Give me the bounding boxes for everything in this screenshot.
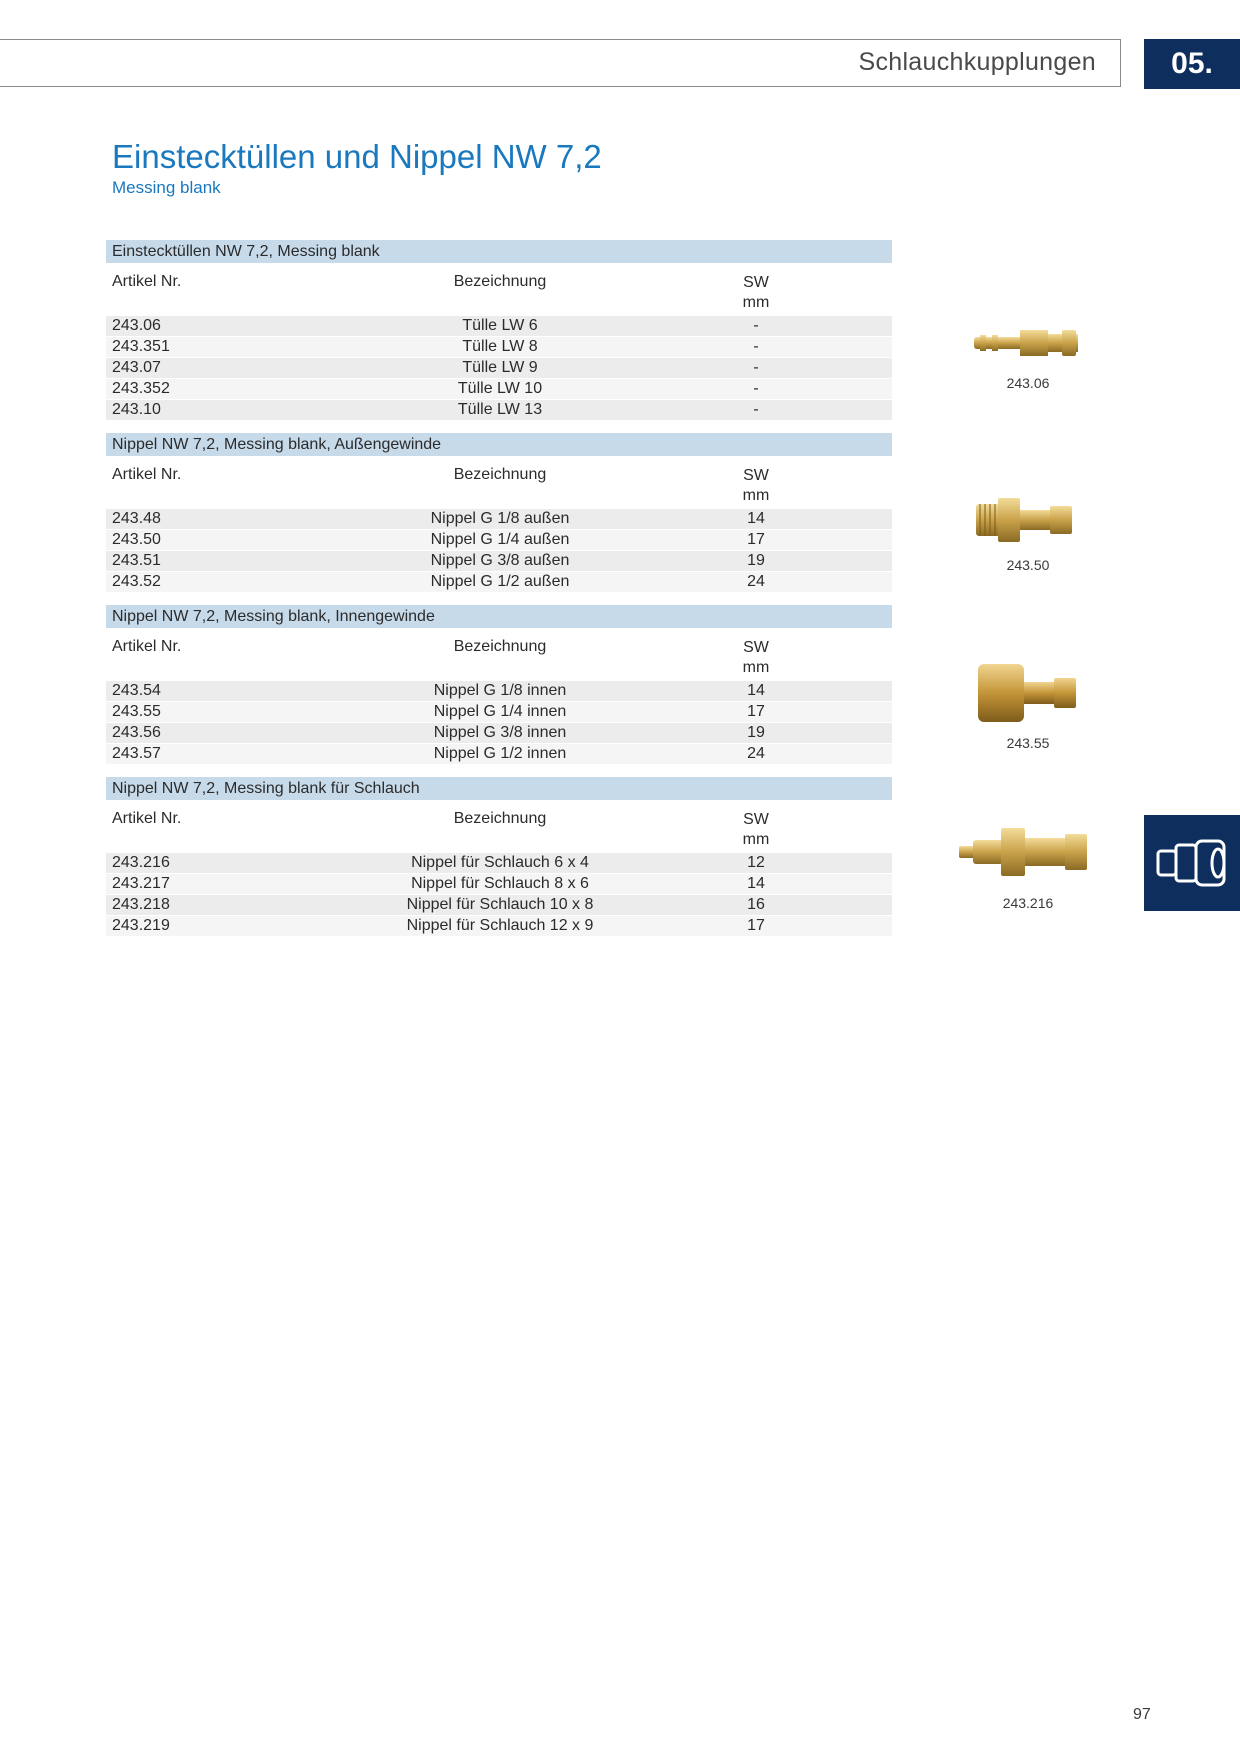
hose-nipple-icon	[953, 818, 1103, 888]
artikel-nr: 243.07	[112, 359, 161, 376]
table-row	[106, 509, 892, 530]
sw-value: 19	[747, 724, 765, 741]
section-schlauch	[106, 777, 892, 937]
col-artikel: Artikel Nr.	[112, 466, 182, 483]
col-bezeichnung: Bezeichnung	[453, 810, 547, 827]
artikel-nr: 243.56	[112, 724, 161, 741]
artikel-nr: 243.10	[112, 401, 161, 418]
table-row	[106, 723, 892, 744]
table-row	[106, 530, 892, 551]
header-bar	[0, 39, 1121, 87]
col-artikel: Artikel Nr.	[112, 810, 182, 827]
sw-value: 17	[747, 531, 765, 548]
table-row	[106, 551, 892, 572]
bezeichnung: Nippel für Schlauch 8 x 6	[411, 875, 589, 892]
bezeichnung: Tülle LW 10	[457, 380, 543, 397]
col-sw	[706, 466, 806, 506]
bezeichnung: Nippel G 1/4 innen	[433, 703, 567, 720]
sw-value: 19	[747, 552, 765, 569]
section-einstecktuellen	[106, 240, 892, 421]
product-caption: 243.216	[1002, 895, 1054, 911]
col-sw-label: SW	[743, 467, 769, 484]
artikel-nr: 243.54	[112, 682, 161, 699]
page-subtitle: Messing blank	[112, 178, 221, 197]
col-sw-unit: mm	[742, 487, 770, 504]
bezeichnung: Tülle LW 8	[462, 338, 538, 355]
chapter-title: Schlauchkupplungen	[858, 48, 1096, 76]
bezeichnung: Nippel G 1/8 außen	[430, 510, 570, 527]
male-thread-nipple-icon	[958, 490, 1098, 550]
section-aussengewinde	[106, 433, 892, 593]
bezeichnung: Tülle LW 6	[462, 317, 538, 334]
page-number: 97	[1133, 1706, 1151, 1723]
chapter-number-badge: 05.	[1144, 39, 1240, 89]
col-sw	[706, 810, 806, 850]
artikel-nr: 243.218	[112, 896, 170, 913]
artikel-nr: 243.57	[112, 745, 161, 762]
sw-value: -	[753, 380, 759, 397]
col-sw-unit: mm	[742, 659, 770, 676]
bezeichnung: Nippel G 1/8 innen	[433, 682, 567, 699]
table-row	[106, 895, 892, 916]
table-row	[106, 358, 892, 379]
section-header: Nippel NW 7,2, Messing blank für Schlauch	[106, 777, 892, 800]
coupling-icon	[1152, 833, 1232, 893]
col-artikel: Artikel Nr.	[112, 273, 182, 290]
category-tab	[1144, 815, 1240, 911]
section-innengewinde	[106, 605, 892, 765]
table-row	[106, 337, 892, 358]
sw-value: -	[753, 359, 759, 376]
sw-value: 24	[747, 573, 765, 590]
artikel-nr: 243.50	[112, 531, 161, 548]
sw-value: -	[753, 401, 759, 418]
artikel-nr: 243.352	[112, 380, 170, 397]
column-headers	[106, 456, 892, 509]
bezeichnung: Tülle LW 13	[457, 401, 543, 418]
artikel-nr: 243.217	[112, 875, 170, 892]
bezeichnung: Nippel für Schlauch 12 x 9	[406, 917, 594, 934]
sw-value: 12	[747, 854, 765, 871]
bezeichnung: Nippel G 1/4 außen	[430, 531, 570, 548]
product-image-243-50	[948, 490, 1108, 573]
artikel-nr: 243.48	[112, 510, 161, 527]
table-row	[106, 681, 892, 702]
artikel-nr: 243.351	[112, 338, 170, 355]
col-sw-unit: mm	[742, 294, 770, 311]
bezeichnung: Tülle LW 9	[462, 359, 538, 376]
col-sw-label: SW	[743, 639, 769, 656]
artikel-nr: 243.51	[112, 552, 161, 569]
bezeichnung: Nippel für Schlauch 6 x 4	[411, 854, 589, 871]
bezeichnung: Nippel G 3/8 innen	[433, 724, 567, 741]
sw-value: -	[753, 317, 759, 334]
section-header: Nippel NW 7,2, Messing blank, Innengewinde	[106, 605, 892, 628]
sw-value: 24	[747, 745, 765, 762]
column-headers	[106, 263, 892, 316]
product-caption: 243.06	[1006, 375, 1050, 391]
table-row	[106, 572, 892, 593]
section-header: Nippel NW 7,2, Messing blank, Außengewinde	[106, 433, 892, 456]
table-row	[106, 379, 892, 400]
artikel-nr: 243.55	[112, 703, 161, 720]
sw-value: 14	[747, 510, 765, 527]
table-row	[106, 400, 892, 421]
bezeichnung: Nippel G 1/2 innen	[433, 745, 567, 762]
col-sw	[706, 638, 806, 678]
col-sw-label: SW	[743, 274, 769, 291]
table-row	[106, 702, 892, 723]
artikel-nr: 243.52	[112, 573, 161, 590]
product-tables	[106, 240, 892, 949]
female-thread-nipple-icon	[958, 658, 1098, 728]
column-headers	[106, 628, 892, 681]
sw-value: 17	[747, 703, 765, 720]
col-artikel: Artikel Nr.	[112, 638, 182, 655]
sw-value: 16	[747, 896, 765, 913]
page-title: Einstecktüllen und Nippel NW 7,2	[112, 138, 602, 175]
table-row	[106, 853, 892, 874]
sw-value: 17	[747, 917, 765, 934]
col-bezeichnung: Bezeichnung	[453, 638, 547, 655]
sw-value: -	[753, 338, 759, 355]
artikel-nr: 243.219	[112, 917, 170, 934]
product-caption: 243.50	[1006, 557, 1050, 573]
table-row	[106, 316, 892, 337]
col-sw-unit: mm	[742, 831, 770, 848]
product-image-243-216	[948, 818, 1108, 911]
product-image-243-55	[948, 658, 1108, 751]
col-bezeichnung: Bezeichnung	[453, 273, 547, 290]
hose-tail-plug-icon	[958, 318, 1098, 368]
section-header: Einstecktüllen NW 7,2, Messing blank	[106, 240, 892, 263]
bezeichnung: Nippel G 1/2 außen	[430, 573, 570, 590]
artikel-nr: 243.216	[112, 854, 170, 871]
product-caption: 243.55	[1006, 735, 1050, 751]
sw-value: 14	[747, 682, 765, 699]
col-sw	[706, 273, 806, 313]
table-row	[106, 744, 892, 765]
table-row	[106, 874, 892, 895]
bezeichnung: Nippel G 3/8 außen	[430, 552, 570, 569]
artikel-nr: 243.06	[112, 317, 161, 334]
column-headers	[106, 800, 892, 853]
product-image-243-06	[948, 318, 1108, 391]
table-row	[106, 916, 892, 937]
bezeichnung: Nippel für Schlauch 10 x 8	[406, 896, 594, 913]
sw-value: 14	[747, 875, 765, 892]
col-sw-label: SW	[743, 811, 769, 828]
col-bezeichnung: Bezeichnung	[453, 466, 547, 483]
